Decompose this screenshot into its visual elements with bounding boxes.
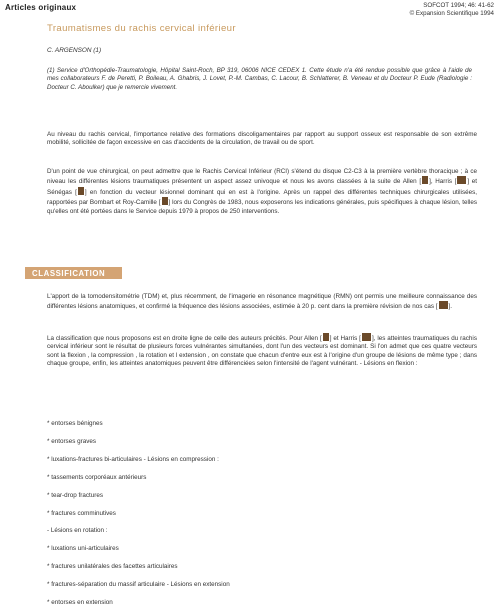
article-title: Traumatismes du rachis cervical inférieur — [47, 23, 236, 34]
reference-link[interactable] — [323, 333, 329, 341]
reference-link[interactable] — [362, 333, 371, 341]
list-item: * luxations-fractures bi-articulaires - Lésions en compression : — [47, 456, 219, 463]
paragraph-surgical: D'un point de vue chirurgical, on peut admettre que le Rachis Cervical Inférieur (RCI) s'étend du disque C2-C3 à la première vertèbre thoracique ; à ce niveau les différentes lésions traumatiques présentent un aspect assez univoque et nous les avons classées à la suite de Allen [ ], Harris [ ] et Sénégas [ ] en fonction du vecteur lésionnel dominant qui en est à l'origine. Après un rappel des différentes techniques chirurgicales utilisées, rapportées par Bombart et Roy-Camille [ ] lors du Congrès de 1983, nous exposerons les indications générales, puis spécifiques à chaque lésion, telles qu'elles ont été portées dans le Service depuis 1979 à propos de 250 interventions. — [47, 168, 477, 215]
list-item: * fractures comminutives — [47, 510, 116, 517]
list-item: * fractures-séparation du massif articulaire - Lésions en extension — [47, 581, 230, 588]
list-item: * fractures unilatérales des facettes articulaires — [47, 563, 178, 570]
author: C. ARGENSON (1) — [47, 47, 102, 54]
reference-link[interactable] — [78, 187, 84, 195]
list-item: * tassements corporéaux antérieurs — [47, 474, 147, 481]
reference-link[interactable] — [439, 301, 448, 309]
list-item: * luxations uni-articulaires — [47, 545, 119, 552]
list-item: * entorses graves — [47, 438, 97, 445]
affiliation: (1) Service d'Orthopédie-Traumatologie, Hôpital Saint-Roch, BP 319, 06006 NICE CEDEX 1. Cette étude n'a été rendue possible que grâce à l'aide de mes collaborateurs F. de Peretti, P. Boileau, A. Ghabris, J. Lovet, P.-M. Cambas, C. Lacour, B. Schlatterer, B. Veneau et du Docteur P. Eude (Radiologie : Docteur C. Aboulker) que je remercie vivement. — [47, 67, 472, 91]
reference-link[interactable] — [457, 176, 466, 184]
reference-link[interactable] — [162, 197, 168, 205]
copyright: © Expansion Scientifique 1994 — [409, 10, 494, 17]
list-item: * entorses bénignes — [47, 420, 103, 427]
paragraph-classification: La classification que nous proposons est en droite ligne de celle des auteurs précités. Pour Allen [ ] et Harris [ ], les atteintes traumatiques du rachis cervical inférieur sont le résultat de plusieurs forces vulnérantes simultanées, dont l'un des vecteurs est dominant. Si l'on admet que ces quatre vecteurs sont la flexion , la compression , la rotation et l extension , on constate que chacun d'entre eux est à l'origine d'un groupe de lésions de même type ; dans chaque groupe, enfin, les atteintes anatomiques peuvent être différenciées selon l'intensité de l'agent vulnérant. - Lésions en flexion : — [47, 335, 477, 368]
list-item: * tear-drop fractures — [47, 492, 103, 499]
paragraph-intro: Au niveau du rachis cervical, l'importance relative des formations discoligamentaires par rapport au support osseux est responsable de son extrême mobilité, sollicitée de façon excessive en cas d'accidents de la circulation, de travail ou de sport. — [47, 131, 477, 147]
citation: SOFCOT 1994; 46: 41-62 — [423, 2, 494, 9]
list-item: - Lésions en rotation : — [47, 527, 108, 534]
paragraph-imaging: L'apport de la tomodensitométrie (TDM) et, plus récemment, de l'imagerie en résonance magnétique (RMN) ont permis une meilleure connaissance des différentes lésions anatomiques, et confirmé la fréquence des lésions associées, estimée à 20 p. cent dans la première révision de nos cas [ ]. — [47, 293, 477, 311]
list-item: * entorses en extension — [47, 599, 113, 606]
section-heading: CLASSIFICATION — [32, 269, 106, 278]
journal-section-label: Articles originaux — [5, 3, 77, 12]
reference-link[interactable] — [422, 176, 428, 184]
citation-block — [410, 2, 494, 18]
